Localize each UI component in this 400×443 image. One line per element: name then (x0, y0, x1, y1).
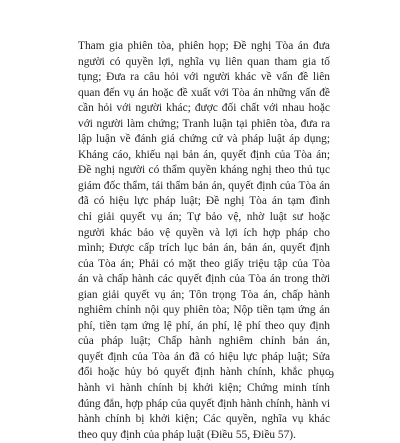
page-number: 9 (328, 369, 334, 381)
text-line: cần hỏi với người khác; được đối chất với nhau hoặc (78, 102, 330, 115)
text-line: theo quy định của pháp luật (Điều 55, Điều 57). (78, 428, 296, 441)
text-line: hành vi hành chính bị khởi kiện; Chứng minh tính (78, 382, 330, 395)
text-line: quyết định của Tòa án đã có hiệu lực pháp luật; Sửa (78, 350, 330, 363)
text-line: chỉ giải quyết vụ án; Tự bảo vệ, nhờ luật sư hoặc (78, 211, 330, 224)
text-line: đổi hoặc hủy bỏ quyết định hành chính, khắc phục (78, 366, 330, 379)
text-line: nghiêm chỉnh nội quy phiên tòa; Nộp tiền tạm ứng án (78, 304, 330, 317)
text-line: với người làm chứng; Tranh luận tại phiên tòa, đưa ra (78, 117, 330, 130)
text-line: phí, tiền tạm ứng lệ phí, án phí, lệ phí theo quy định (78, 319, 330, 332)
text-line: người khác bảo vệ quyền và lợi ích hợp pháp cho (78, 226, 330, 239)
text-line: Đề nghị người có thẩm quyền kháng nghị theo thủ tục (78, 164, 330, 177)
text-line: Tham gia phiên tòa, phiên họp; Đề nghị Tòa án đưa (78, 40, 330, 52)
text-line: Kháng cáo, khiếu nại bản án, quyết định của Tòa án; (78, 148, 330, 161)
text-line: đã có hiệu lực pháp luật; Đề nghị Tòa án tạm đình (78, 195, 330, 208)
text-line: người có quyền lợi, nghĩa vụ liên quan tham gia tố (78, 55, 330, 68)
text-line: mình; Được cấp trích lục bản án, bản án, quyết định (78, 242, 330, 255)
text-line: quan đến vụ án hoặc đề xuất với Tòa án những vấn đề (78, 86, 330, 99)
text-line: của Tòa án; Phải có mặt theo giấy triệu tập của Tòa (78, 257, 330, 270)
body-text (78, 39, 330, 443)
text-line: của pháp luật; Chấp hành nghiêm chỉnh bản án, (78, 335, 330, 348)
text-line: tụng; Đưa ra câu hỏi với người khác về vấn đề liên (78, 71, 330, 84)
text-line: gian giải quyết vụ án; Tôn trọng Tòa án, chấp hành (78, 288, 330, 301)
text-line: lập luận về đánh giá chứng cứ và pháp luật áp dụng; (78, 133, 330, 146)
text-line: án và chấp hành các quyết định của Tòa án trong thời (78, 273, 330, 286)
text-line: giám đốc thẩm, tái thẩm bản án, quyết định của Tòa án (78, 179, 330, 192)
text-line: đúng đắn, hợp pháp của quyết định hành chính, hành vi (78, 397, 330, 410)
text-line: hành chính bị khởi kiện; Các quyền, nghĩa vụ khác (78, 413, 330, 426)
